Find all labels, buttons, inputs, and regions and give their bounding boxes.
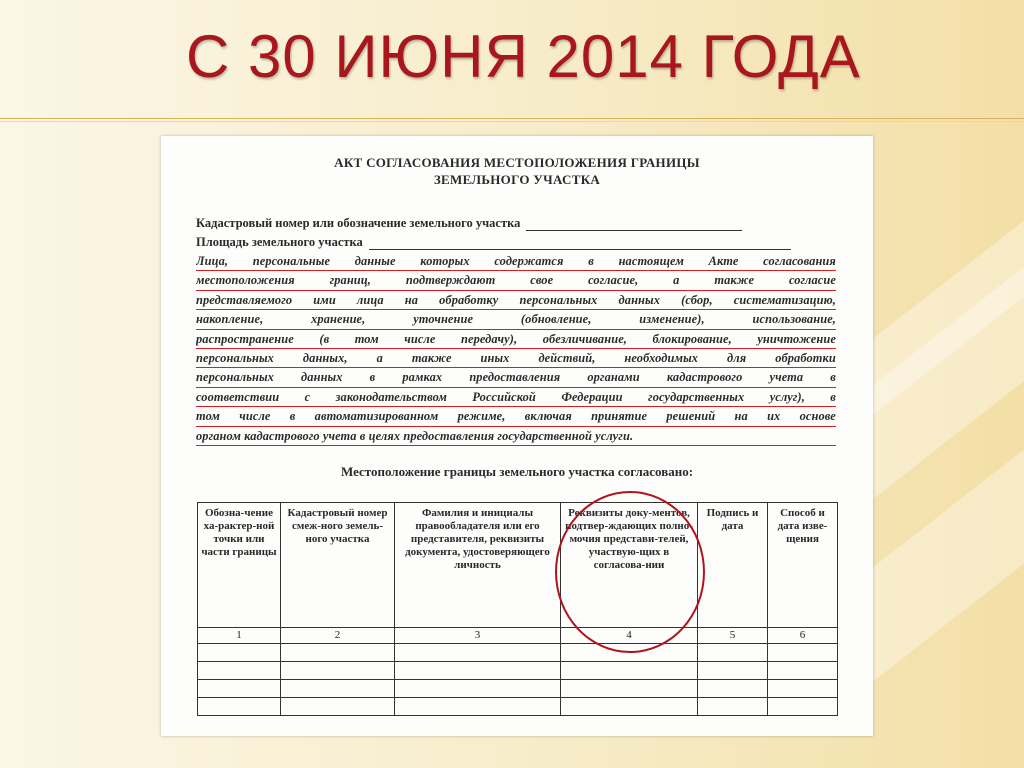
consent-line xyxy=(196,330,836,349)
consent-word: числе xyxy=(239,409,271,424)
table-cell xyxy=(768,662,838,680)
table-cell xyxy=(198,662,281,680)
column-number: 6 xyxy=(768,628,838,644)
consent-word: необходимых xyxy=(624,350,699,365)
consent-word: данных xyxy=(618,292,661,307)
consent-word: персональных xyxy=(196,350,274,365)
consent-word: в xyxy=(830,389,836,404)
consent-word: которых xyxy=(420,254,470,268)
table-cell xyxy=(281,698,395,716)
consent-word: в xyxy=(369,370,376,385)
consent-word: хранение, xyxy=(311,312,366,327)
consent-word: согласования xyxy=(763,254,836,268)
consent-line xyxy=(196,349,836,368)
table-cell xyxy=(768,644,838,662)
table-row xyxy=(198,680,838,698)
consent-word: данные xyxy=(354,254,396,268)
table-header-cell: Фамилия и инициалы правообладателя или его представителя, реквизиты документа, удостоверяющего личность xyxy=(395,503,561,628)
consent-word: режиме, xyxy=(457,409,506,424)
consent-word: решений xyxy=(666,409,716,424)
table-cell xyxy=(395,680,561,698)
consent-word: границ, xyxy=(329,273,371,288)
column-number: 5 xyxy=(698,628,768,644)
consent-word: систематизацию, xyxy=(733,292,836,307)
consent-word: персональных xyxy=(519,292,598,307)
title-divider xyxy=(0,118,1024,119)
consent-word: принятие xyxy=(591,409,648,424)
consent-word: кадастрового xyxy=(666,370,743,385)
title-divider-secondary xyxy=(0,121,1024,122)
consent-word: также xyxy=(411,350,452,365)
table-header-cell: Реквизиты доку-ментов, подтвер-ждающих полно-мочия представи-телей, участвую-щих в согласова-нии xyxy=(561,503,698,628)
cadastral-number-field xyxy=(196,216,742,231)
consent-word: обезличивание, xyxy=(542,331,627,346)
consent-word: числе xyxy=(404,331,436,346)
scanned-document xyxy=(161,136,873,736)
consent-word: а xyxy=(673,273,680,288)
consent-word: соответствии xyxy=(196,389,280,404)
consent-word: персональных xyxy=(196,370,274,385)
document-heading-line: ЗЕМЕЛЬНОГО УЧАСТКА xyxy=(433,172,601,187)
consent-word: их xyxy=(767,409,781,424)
table-cell xyxy=(281,680,395,698)
column-number: 2 xyxy=(281,628,395,644)
cadastral-number-blank xyxy=(526,218,742,231)
consent-word: для xyxy=(727,350,747,365)
consent-word: (сбор, xyxy=(681,292,713,307)
table-header-cell: Обозна-чение ха-рактер-ной точки или части границы xyxy=(198,503,281,628)
table-cell xyxy=(698,698,768,716)
consent-word: рамках xyxy=(402,370,443,385)
consent-word: данных, xyxy=(302,350,348,365)
consent-word: Российской xyxy=(472,389,536,404)
table-cell xyxy=(198,680,281,698)
consent-word: Федерации xyxy=(561,389,623,404)
table-cell xyxy=(561,662,698,680)
consent-word: том xyxy=(354,331,379,346)
consent-word: органами xyxy=(587,370,640,385)
table-number-row xyxy=(198,628,838,644)
consent-word: обработку xyxy=(439,292,499,307)
consent-word: данных xyxy=(301,370,343,385)
table-cell xyxy=(561,680,698,698)
consent-word: представляемого xyxy=(196,292,293,307)
land-area-field xyxy=(196,235,791,250)
table-cell xyxy=(768,680,838,698)
table-row xyxy=(198,644,838,662)
consent-line xyxy=(196,310,836,329)
consent-word: в xyxy=(289,409,296,424)
consent-word: подтверждают xyxy=(405,273,496,288)
consent-word: содержатся xyxy=(494,254,564,268)
table-cell xyxy=(395,698,561,716)
table-cell xyxy=(395,644,561,662)
consent-word: местоположения xyxy=(196,273,295,288)
column-number: 1 xyxy=(198,628,281,644)
consent-word: Акте xyxy=(708,254,739,268)
table-cell xyxy=(198,698,281,716)
consent-word: уничтожение xyxy=(757,331,836,346)
consent-word: обработки xyxy=(775,350,836,365)
table-header-cell: Способ и дата изве-щения xyxy=(768,503,838,628)
consent-word: ими xyxy=(313,292,336,307)
table-row xyxy=(198,698,838,716)
table-header-cell: Подпись и дата xyxy=(698,503,768,628)
section-title: Местоположение границы земельного участка согласовано: xyxy=(340,464,694,479)
document-heading-line: АКТ СОГЛАСОВАНИЯ МЕСТОПОЛОЖЕНИЯ ГРАНИЦЫ xyxy=(334,155,700,170)
table-header-row xyxy=(198,503,838,628)
table-cell xyxy=(698,680,768,698)
table-cell xyxy=(698,662,768,680)
consent-word: использование, xyxy=(752,312,836,327)
consent-word: согласие xyxy=(788,273,836,288)
consent-line xyxy=(196,407,836,426)
consent-word: основе xyxy=(799,409,836,424)
consent-line: органом кадастрового учета в целях предоставления государственной услуги. xyxy=(196,427,836,446)
consent-line xyxy=(196,291,836,310)
table-cell xyxy=(561,698,698,716)
consent-word: законодательством xyxy=(335,389,448,404)
table-row xyxy=(198,662,838,680)
table-cell xyxy=(768,698,838,716)
consent-word: накопление, xyxy=(196,312,264,327)
consent-word: предоставления xyxy=(469,370,561,385)
table-cell xyxy=(395,662,561,680)
consent-word: (в xyxy=(319,331,330,346)
table-header-cell: Кадастровый номер смеж-ного земель-ного участка xyxy=(281,503,395,628)
land-area-label: Площадь земельного участка xyxy=(196,235,363,249)
table-cell xyxy=(198,644,281,662)
table-cell xyxy=(698,644,768,662)
consent-word: согласие, xyxy=(588,273,639,288)
consent-paragraph xyxy=(196,252,836,446)
consent-line xyxy=(196,368,836,387)
consent-word: (обновление, xyxy=(520,312,592,327)
table-cell xyxy=(281,662,395,680)
agreement-table xyxy=(197,502,838,716)
consent-word: учета xyxy=(769,370,804,385)
consent-word: автоматизированном xyxy=(314,409,439,424)
consent-word: распространение xyxy=(196,331,294,346)
table-cell xyxy=(281,644,395,662)
document-heading xyxy=(161,154,873,188)
consent-word: том xyxy=(196,409,220,424)
consent-word: Лица, xyxy=(196,254,229,268)
consent-line xyxy=(196,271,836,290)
highlight-circle xyxy=(555,491,705,653)
consent-word: услуг), xyxy=(769,389,805,404)
consent-word: блокирование, xyxy=(652,331,732,346)
column-number: 4 xyxy=(561,628,698,644)
consent-line xyxy=(196,388,836,407)
consent-word: действий, xyxy=(538,350,596,365)
consent-word: лица xyxy=(356,292,384,307)
consent-word: изменение), xyxy=(639,312,705,327)
consent-word: персональные xyxy=(252,254,331,268)
consent-line xyxy=(196,252,836,271)
cadastral-number-label: Кадастровый номер или обозначение земельного участка xyxy=(196,216,521,230)
consent-word: включая xyxy=(524,409,572,424)
consent-word: настоящем xyxy=(618,254,684,268)
consent-word: свое xyxy=(530,273,554,288)
consent-word: на xyxy=(404,292,419,307)
slide-title: С 30 ИЮНЯ 2014 ГОДА xyxy=(186,23,861,90)
consent-word: иных xyxy=(480,350,510,365)
consent-word: государственных xyxy=(648,389,745,404)
consent-word: на xyxy=(734,409,748,424)
consent-word: также xyxy=(714,273,755,288)
land-area-blank xyxy=(369,237,791,250)
consent-word: уточнение xyxy=(413,312,474,327)
consent-word: передачу), xyxy=(461,331,518,346)
consent-word: в xyxy=(588,254,594,268)
consent-word: с xyxy=(304,389,311,404)
consent-word: а xyxy=(376,350,383,365)
consent-word: в xyxy=(830,370,836,385)
column-number: 3 xyxy=(395,628,561,644)
